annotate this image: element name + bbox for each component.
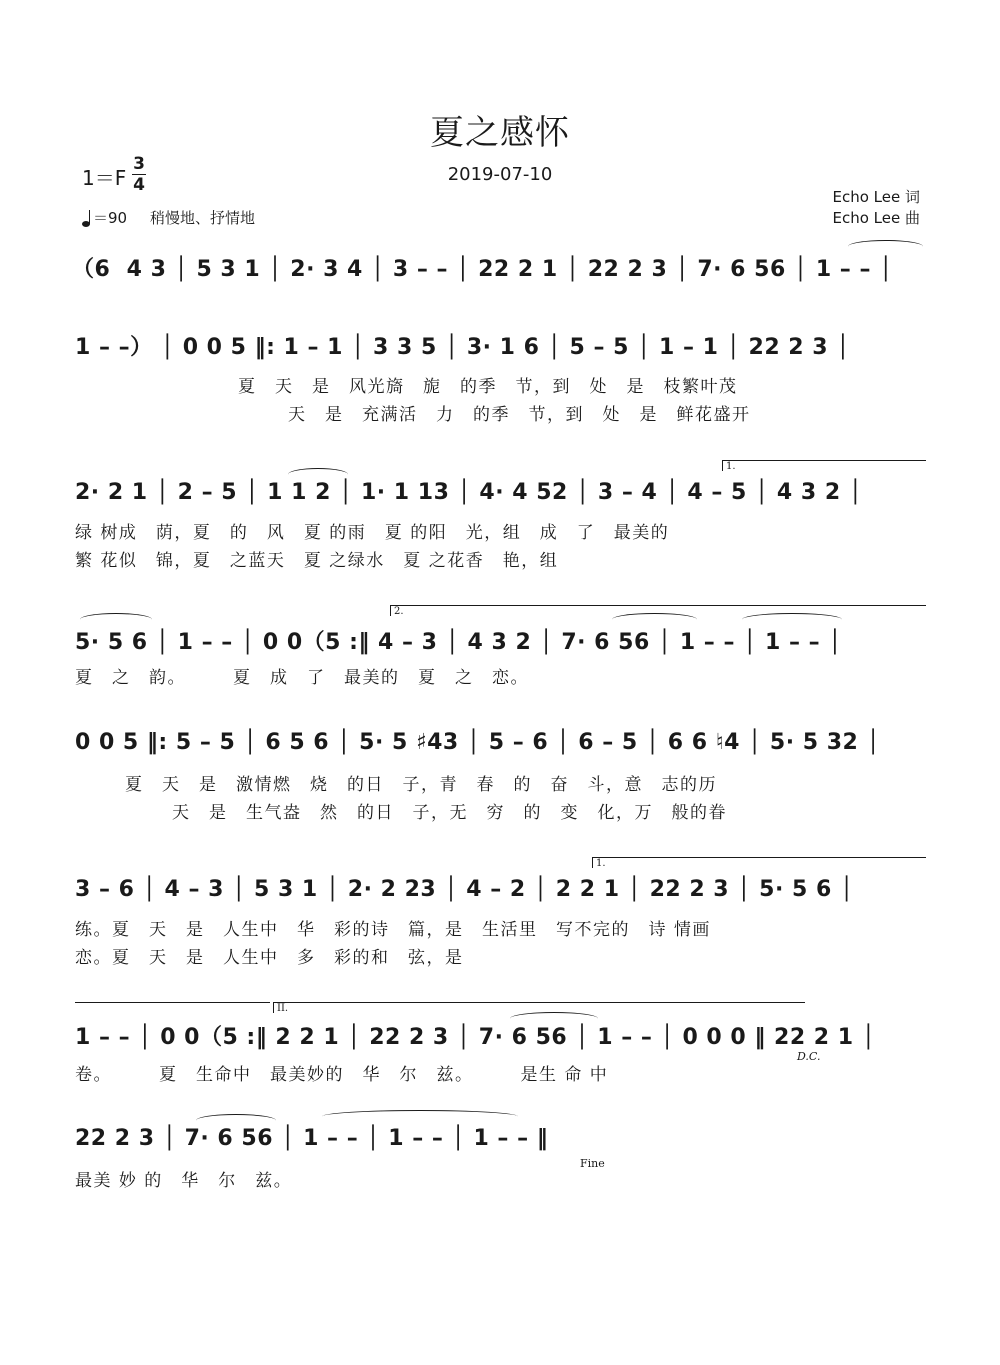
lyrics-verse-1: 绿 树成 荫，夏 的 风 夏 的雨 夏 的阳 光，组 成 了 最美的 (75, 523, 670, 543)
expression-marking: 稍慢地、抒情地 (150, 209, 256, 227)
notation-line: 22 2 3 │ 7· 6 56 │ 1 – – │ 1 – – │ 1 – – ‖ (75, 1126, 549, 1151)
lyrics-verse-1: 夏 天 是 风光旖 旎 的季 节，到 处 是 枝繁叶茂 (238, 377, 738, 397)
lyrics-verse-1: 最美 妙 的 华 尔 兹。 (75, 1171, 293, 1191)
first-ending-bracket: 1. (592, 857, 926, 868)
lyrics-verse-2: 天 是 生气盎 然 的日 子，无 穷 的 变 化，万 般的眷 (172, 803, 727, 823)
notation-line: 1 – –） │ 0 0 5 ‖: 1 – 1 │ 3 3 5 │ 3· 1 6 │ 5 – 5 │ 1 – 1 │ 22 2 3 │ (75, 335, 850, 360)
time-signature-bottom: 4 (133, 175, 145, 195)
key-signature: 1＝F (82, 166, 127, 190)
dc-marking: D.C. (797, 1050, 821, 1063)
composer: Echo Lee 曲 (832, 209, 920, 227)
lyrics-verse-1: 夏 天 是 激情燃 烧 的日 子，青 春 的 奋 斗，意 志的历 (125, 775, 717, 795)
lyrics-verse-1: 夏 之 韵。 夏 成 了 最美的 夏 之 恋。 (75, 668, 529, 688)
notation-line: 2· 2 1 │ 2 – 5 │ 1 1 2 │ 1· 1 13 │ 4· 4 52 │ 3 – 4 │ 4 – 5 │ 4 3 2 │ (75, 480, 863, 505)
tempo-marking (82, 207, 127, 228)
song-date: 2019-07-10 (447, 164, 553, 185)
tempo-value: ＝90 (93, 209, 128, 227)
lyricist: Echo Lee 词 (832, 188, 920, 206)
notation-line: 5· 5 6 │ 1 – – │ 0 0（5 :‖ 4 – 3 │ 4 3 2 │ 7· 6 56 │ 1 – – │ 1 – – │ (75, 630, 843, 655)
notation-line: 3 – 6 │ 4 – 3 │ 5 3 1 │ 2· 2 23 │ 4 – 2 │ 2 2 1 │ 22 2 3 │ 5· 5 6 │ (75, 877, 854, 902)
song-title: 夏之感怀 (430, 113, 570, 153)
lyrics-verse-1: 卷。 夏 生命中 最美妙的 华 尔 兹。 是生 命 中 (75, 1065, 609, 1085)
lyrics-verse-2: 繁 花似 锦，夏 之蓝天 夏 之绿水 夏 之花香 艳，组 (75, 551, 559, 571)
time-signature-top: 3 (133, 154, 145, 174)
lyrics-verse-2: 天 是 充满活 力 的季 节，到 处 是 鲜花盛开 (288, 405, 751, 425)
time-signature (132, 154, 146, 195)
second-ending-bracket: 2. (390, 605, 926, 616)
first-ending-bracket: 1. (722, 460, 926, 471)
second-ending-bracket: II. (273, 1002, 805, 1013)
credits (833, 187, 921, 229)
lyrics-verse-2: 恋。夏 天 是 人生中 多 彩的和 弦，是 (75, 948, 464, 968)
lyrics-verse-1: 练。夏 天 是 人生中 华 彩的诗 篇，是 生活里 写不完的 诗 情画 (75, 920, 711, 940)
fine-marking: Fine (580, 1157, 605, 1170)
notation-line: 0 0 5 ‖: 5 – 5 │ 6 5 6 │ 5· 5 ♯43 │ 5 – 6 │ 6 – 5 │ 6 6 ♮4 │ 5· 5 32 │ (75, 730, 881, 755)
quarter-note-icon (82, 221, 90, 227)
notation-line: 1 – – │ 0 0（5 :‖ 2 2 1 │ 22 2 3 │ 7· 6 56 │ 1 – – │ 0 0 0 ‖ 22 2 1 │ (75, 1025, 876, 1050)
notation-line: （6 4 3 │ 5 3 1 │ 2· 3 4 │ 3 – – │ 22 2 1 │ 22 2 3 │ 7· 6 56 │ 1 – – │ (72, 257, 893, 282)
